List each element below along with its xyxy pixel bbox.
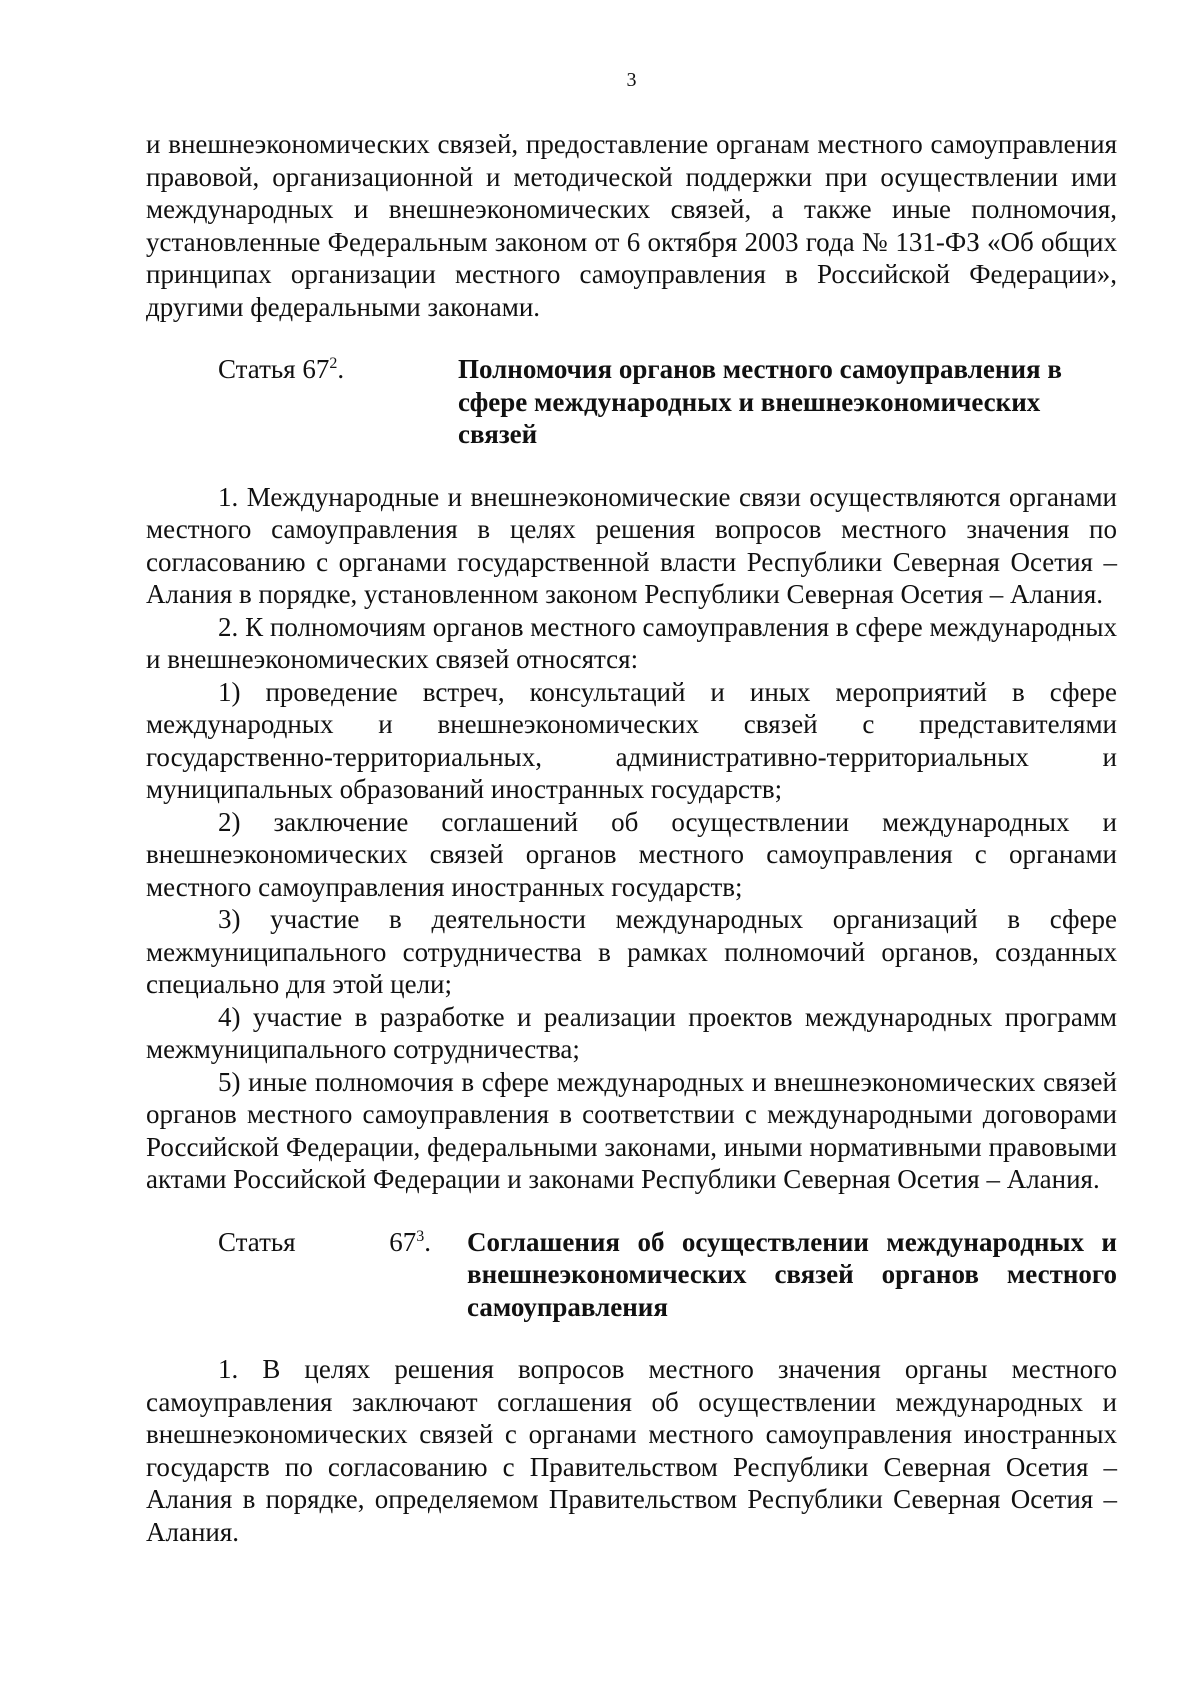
- document-page: [146, 68, 1117, 1548]
- article-superscript: 2: [329, 355, 338, 372]
- article-label: Статья $67^3$.: [146, 1226, 431, 1324]
- article-heading: [146, 353, 1117, 451]
- article-label: Статья $67^2$.: [218, 354, 345, 384]
- article-paragraph: 2. К полномочиям органов местного самоуправления в сфере международных и внешнеэкономических связей относятся:: [146, 611, 1117, 674]
- list-item: 4) участие в разработке и реализации проектов международных программ межмуниципального сотрудничества;: [146, 1001, 1117, 1064]
- page-number: 3: [626, 69, 637, 91]
- article-paragraph: 1. В целях решения вопросов местного значения органы местного самоуправления заключают соглашения об осуществлении международных и внешнеэкономических связей с органами местного самоуправления иностранных государств по согласованию с Правительством Республики Северная Осетия – Алания в порядке, определяемом Правительством Республики Северная Осетия – Алания.: [146, 1354, 1117, 1547]
- article-number: 67: [389, 1226, 417, 1257]
- intro-paragraph: и внешнеэкономических связей, предоставление органам местного самоуправления правовой, организационной и методической поддержки при осуществлении ими международных и внешнеэкономических связей, а также иные полномочия, установленные Федеральным законом от 6 октября 2003 года № 131-ФЗ «Об общих принципах организации местного самоуправления в Российской Федерации», другими федеральными законами.: [146, 129, 1117, 322]
- article-heading: [146, 1226, 1117, 1324]
- article-word: Статья: [218, 1226, 296, 1257]
- list-item: 5) иные полномочия в сфере международных и внешнеэкономических связей органов местного самоуправления в соответствии с международными договорами Российской Федерации, федеральными законами, иными нормативными правовыми актами Российской Федерации и законами Республики Северная Осетия – Алания.: [146, 1066, 1117, 1194]
- article-title: Полномочия органов местного самоуправления в сфере международных и внешнеэкономических связей: [458, 354, 1062, 449]
- article-superscript: 3: [416, 1227, 425, 1245]
- article-title: Соглашения об осуществлении международных и внешнеэкономических связей органов местного самоуправления: [467, 1226, 1117, 1322]
- list-item: 2) заключение соглашений об осуществлении международных и внешнеэкономических связей органов местного самоуправления с органами местного самоуправления иностранных государств;: [146, 806, 1117, 902]
- article-number: Статья 67: [218, 354, 330, 384]
- list-item: 3) участие в деятельности международных организаций в сфере межмуниципального сотрудничества в рамках полномочий органов, созданных специально для этой цели;: [146, 904, 1117, 999]
- article-paragraph: 1. Международные и внешнеэкономические связи осуществляются органами местного самоуправления в целях решения вопросов местного значения по согласованию с органами государственной власти Республики Северная Осетия – Алания в порядке, установленном законом Республики Северная Осетия – Алания.: [146, 481, 1117, 609]
- list-item: 1) проведение встреч, консультаций и иных мероприятий в сфере международных и внешнеэкономических связей с представителями государственно-территориальных, административно-территориальных и муниципальных образований иностранных государств;: [146, 676, 1117, 804]
